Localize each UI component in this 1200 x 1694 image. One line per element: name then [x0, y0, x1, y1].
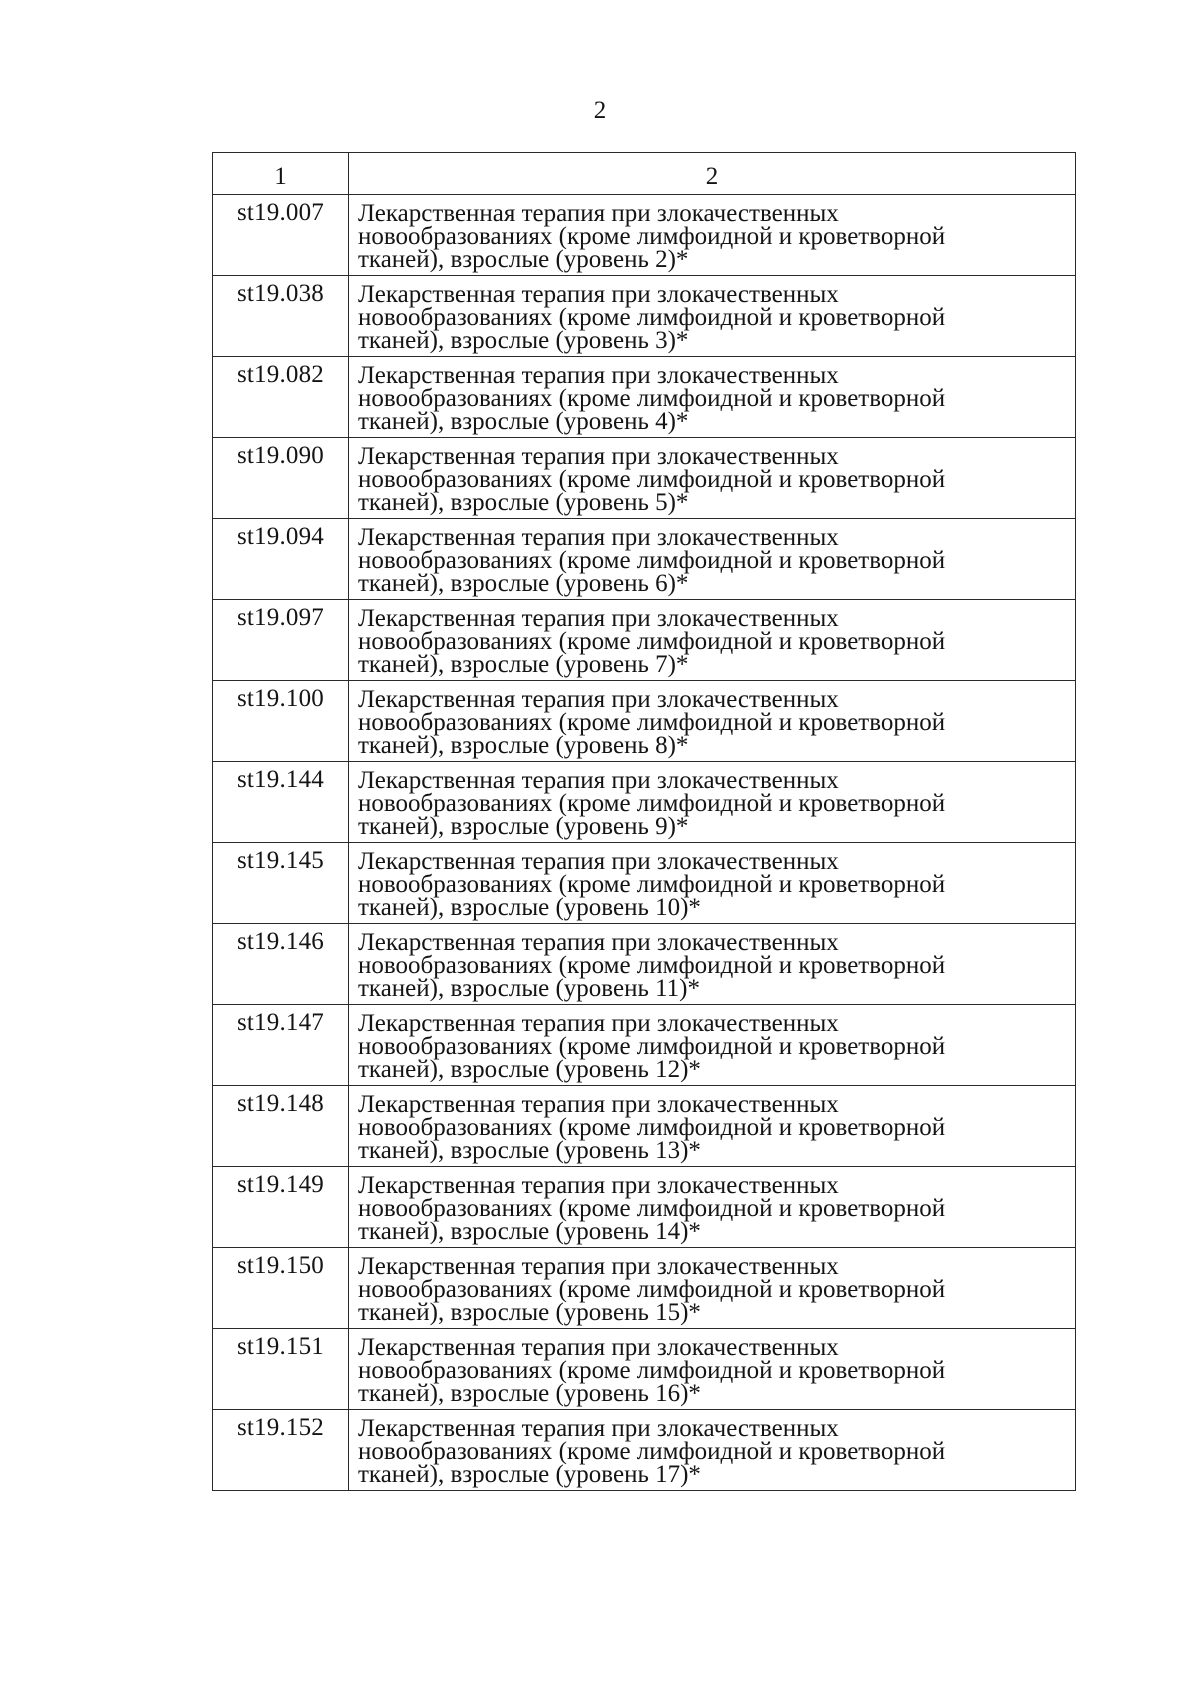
description-line: Лекарственная терапия при злокачественных [358, 686, 839, 713]
description-line: тканей), взрослые (уровень 11)* [358, 975, 700, 1002]
table-header-row [213, 153, 1076, 195]
description-cell [349, 1167, 1076, 1248]
table-row [213, 1248, 1076, 1329]
description-line: новообразованиях (кроме лимфоидной и кроветворной [358, 223, 946, 250]
description-line: Лекарственная терапия при злокачественных [358, 443, 839, 470]
description-line: новообразованиях (кроме лимфоидной и кроветворной [358, 385, 946, 412]
table-row [213, 681, 1076, 762]
code-cell: st19.150 [213, 1248, 349, 1329]
table-row [213, 195, 1076, 276]
description-line: тканей), взрослые (уровень 17)* [358, 1461, 701, 1488]
description-cell [349, 195, 1076, 276]
code-cell: st19.147 [213, 1005, 349, 1086]
description-line: Лекарственная терапия при злокачественных [358, 200, 839, 227]
code-cell: st19.151 [213, 1329, 349, 1410]
description-cell [349, 519, 1076, 600]
description-line: новообразованиях (кроме лимфоидной и кроветворной [358, 1276, 946, 1303]
description-cell [349, 924, 1076, 1005]
description-line: тканей), взрослые (уровень 3)* [358, 327, 689, 354]
description-line: тканей), взрослые (уровень 10)* [358, 894, 701, 921]
description-line: тканей), взрослые (уровень 7)* [358, 651, 689, 678]
description-line: Лекарственная терапия при злокачественных [358, 1334, 839, 1361]
code-cell: st19.144 [213, 762, 349, 843]
description-cell [349, 438, 1076, 519]
codes-table [212, 152, 1076, 1491]
description-line: Лекарственная терапия при злокачественных [358, 605, 839, 632]
code-cell: st19.082 [213, 357, 349, 438]
description-line: Лекарственная терапия при злокачественных [358, 281, 839, 308]
code-cell: st19.038 [213, 276, 349, 357]
code-cell: st19.152 [213, 1410, 349, 1491]
description-line: тканей), взрослые (уровень 8)* [358, 732, 689, 759]
table-row [213, 357, 1076, 438]
description-line: Лекарственная терапия при злокачественных [358, 767, 839, 794]
code-cell: st19.149 [213, 1167, 349, 1248]
code-cell: st19.097 [213, 600, 349, 681]
description-line: Лекарственная терапия при злокачественных [358, 1253, 839, 1280]
code-cell: st19.090 [213, 438, 349, 519]
description-line: тканей), взрослые (уровень 2)* [358, 246, 689, 273]
table-row [213, 843, 1076, 924]
description-line: Лекарственная терапия при злокачественных [358, 362, 839, 389]
description-cell [349, 600, 1076, 681]
description-line: Лекарственная терапия при злокачественных [358, 524, 839, 551]
description-line: новообразованиях (кроме лимфоидной и кроветворной [358, 871, 946, 898]
description-cell [349, 1248, 1076, 1329]
code-cell: st19.145 [213, 843, 349, 924]
description-line: тканей), взрослые (уровень 4)* [358, 408, 689, 435]
table-row [213, 924, 1076, 1005]
description-cell [349, 681, 1076, 762]
description-line: тканей), взрослые (уровень 6)* [358, 570, 689, 597]
description-line: новообразованиях (кроме лимфоидной и кроветворной [358, 709, 946, 736]
description-cell [349, 1005, 1076, 1086]
description-line: новообразованиях (кроме лимфоидной и кроветворной [358, 628, 946, 655]
table-row [213, 438, 1076, 519]
description-line: Лекарственная терапия при злокачественных [358, 848, 839, 875]
description-line: новообразованиях (кроме лимфоидной и кроветворной [358, 547, 946, 574]
description-line: Лекарственная терапия при злокачественных [358, 1010, 839, 1037]
description-line: новообразованиях (кроме лимфоидной и кроветворной [358, 790, 946, 817]
description-line: Лекарственная терапия при злокачественных [358, 929, 839, 956]
description-line: тканей), взрослые (уровень 9)* [358, 813, 689, 840]
table-row [213, 519, 1076, 600]
code-cell: st19.094 [213, 519, 349, 600]
description-line: тканей), взрослые (уровень 12)* [358, 1056, 701, 1083]
description-line: Лекарственная терапия при злокачественных [358, 1415, 839, 1442]
description-line: тканей), взрослые (уровень 15)* [358, 1299, 701, 1326]
table-row [213, 1410, 1076, 1491]
description-cell [349, 1329, 1076, 1410]
description-line: новообразованиях (кроме лимфоидной и кроветворной [358, 1195, 946, 1222]
column-header-1: 1 [213, 153, 349, 195]
description-line: тканей), взрослые (уровень 5)* [358, 489, 689, 516]
description-line: Лекарственная терапия при злокачественных [358, 1172, 839, 1199]
description-cell [349, 1410, 1076, 1491]
code-cell: st19.148 [213, 1086, 349, 1167]
description-cell [349, 276, 1076, 357]
table-row [213, 1329, 1076, 1410]
table-body [213, 153, 1076, 1491]
description-line: тканей), взрослые (уровень 14)* [358, 1218, 701, 1245]
table-row [213, 762, 1076, 843]
page-number: 2 [593, 97, 607, 124]
description-line: Лекарственная терапия при злокачественных [358, 1091, 839, 1118]
description-cell [349, 1086, 1076, 1167]
description-line: новообразованиях (кроме лимфоидной и кроветворной [358, 1033, 946, 1060]
description-cell [349, 762, 1076, 843]
table-row [213, 276, 1076, 357]
description-line: новообразованиях (кроме лимфоидной и кроветворной [358, 304, 946, 331]
table-row [213, 1167, 1076, 1248]
description-cell [349, 843, 1076, 924]
description-line: новообразованиях (кроме лимфоидной и кроветворной [358, 1438, 946, 1465]
code-cell: st19.007 [213, 195, 349, 276]
description-line: новообразованиях (кроме лимфоидной и кроветворной [358, 1114, 946, 1141]
description-cell [349, 357, 1076, 438]
description-line: тканей), взрослые (уровень 16)* [358, 1380, 701, 1407]
description-line: новообразованиях (кроме лимфоидной и кроветворной [358, 1357, 946, 1384]
table-row [213, 1005, 1076, 1086]
description-line: новообразованиях (кроме лимфоидной и кроветворной [358, 952, 946, 979]
table-row [213, 600, 1076, 681]
description-line: тканей), взрослые (уровень 13)* [358, 1137, 701, 1164]
code-cell: st19.146 [213, 924, 349, 1005]
table-row [213, 1086, 1076, 1167]
code-cell: st19.100 [213, 681, 349, 762]
column-header-2: 2 [349, 153, 1076, 195]
description-line: новообразованиях (кроме лимфоидной и кроветворной [358, 466, 946, 493]
